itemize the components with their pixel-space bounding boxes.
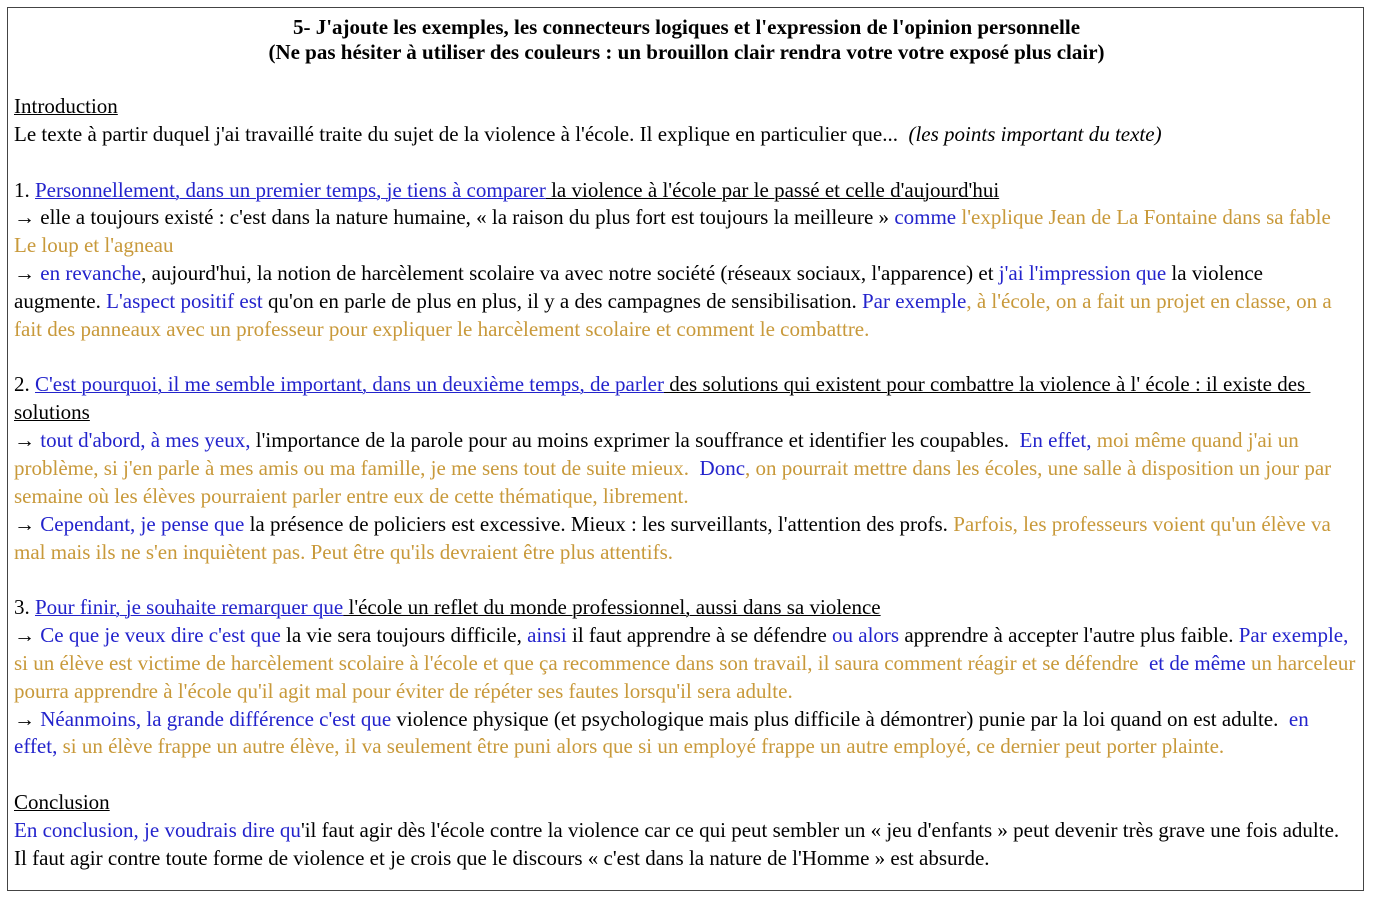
text-line (14, 845, 1359, 873)
example-text: problème, si j'en parle à mes amis ou ma famille, je me sens tout de suite mieux. (14, 455, 700, 480)
body-text: violence physique (et psychologique mais plus difficile à démontrer) punie par la loi quand on est adulte. (391, 706, 1289, 731)
connector-text: tout d'abord, à mes yeux, (40, 428, 251, 453)
body-text: la violence (1166, 261, 1263, 286)
section-heading (14, 399, 1359, 427)
connector-text: En conclusion, je voudrais dire qu (14, 817, 301, 842)
body-text: il faut apprendre à se défendre (566, 623, 833, 648)
document-title (14, 15, 1359, 65)
text-line (14, 650, 1359, 678)
document-frame (7, 7, 1364, 891)
connector-text: ainsi (527, 623, 567, 648)
connector-text: L'aspect positif est (106, 288, 263, 313)
body-text: → (14, 623, 41, 648)
example-text: fait des panneaux avec un professeur pour expliquer le harcèlement scolaire et comment le combattre. (14, 316, 870, 341)
body-text: qu'on en parle de plus en plus, il y a des campagnes de sensibilisation. (262, 288, 862, 313)
text-line (14, 316, 1359, 344)
body-text: la violence à l'école par le passé et celle d'aujourd'hui (545, 177, 1000, 202)
body-text: → elle a toujours existé : c'est dans la nature humaine, « la raison du plus fort est toujours la meilleure » (14, 205, 895, 230)
connector-text: Par exemple (861, 288, 967, 313)
connector-text: comme (894, 205, 957, 230)
section-heading (14, 789, 1359, 817)
body-text: 2. (14, 372, 35, 397)
body-text: 1. (14, 177, 35, 202)
title-line: 5- J'ajoute les exemples, les connecteurs logiques et l'expression de l'opinion personnelle (292, 15, 1081, 39)
part-2-section (14, 371, 1359, 566)
text-line (14, 733, 1359, 761)
body-text: la présence de policiers est excessive. Mieux : les surveillants, l'attention des profs. (244, 511, 954, 536)
body-text: 3. (14, 595, 35, 620)
connector-text: et de même (1148, 650, 1246, 675)
text-line (14, 483, 1359, 511)
example-text: Le loup et l'agneau (14, 233, 174, 258)
text-line (14, 455, 1359, 483)
connector-text: en revanche (40, 261, 142, 286)
body-text: augmente. (14, 288, 107, 313)
connector-text: effet, (14, 734, 58, 759)
body-text: l'école un reflet du monde professionnel, aussi dans sa violence (343, 595, 881, 620)
example-text: un harceleur (1245, 650, 1356, 675)
document-body (14, 93, 1359, 873)
section-heading (14, 93, 1359, 121)
body-text: → (14, 428, 41, 453)
body-text: Le texte à partir duquel j'ai travaillé traite du sujet de la violence à l'école. Il explique en particulier que... (14, 121, 909, 146)
text-line (14, 678, 1359, 706)
body-text: solutions (14, 400, 90, 425)
connector-text: Cependant, je pense que (40, 511, 245, 536)
text-line (14, 288, 1359, 316)
body-text: l'importance de la parole pour au moins exprimer la souffrance et identifier les coupables. (250, 428, 1020, 453)
connector-text: en (1288, 706, 1309, 731)
text-line (14, 121, 1359, 149)
example-text: mal mais ils ne s'en inquiètent pas. Peut être qu'ils devraient être plus attentifs. (14, 539, 673, 564)
text-line (14, 622, 1359, 650)
example-text: si un élève frappe un autre élève, il va seulement être puni alors que si un employé frappe un autre employé, ce dernier peut porter plainte. (57, 734, 1225, 759)
body-text: → (14, 511, 41, 536)
connector-text: j'ai l'impression que (998, 261, 1167, 286)
example-text: semaine où les élèves pourraient parler entre eux de cette thématique, librement. (14, 483, 689, 508)
text-line (14, 511, 1359, 539)
body-text: la vie sera toujours difficile, (280, 623, 528, 648)
part-1-section (14, 177, 1359, 344)
connector-text: Par exemple, (1238, 623, 1349, 648)
body-text: → (14, 706, 41, 731)
section-heading (14, 594, 1359, 622)
body-text: Il faut agir contre toute forme de violence et je crois que le discours « c'est dans la nature de l'Homme » est absurde. (14, 845, 990, 870)
connector-text: C'est pourquoi, il me semble important, dans un deuxième temps, de parler (35, 372, 664, 397)
part-3-section (14, 594, 1359, 761)
example-text: pourra apprendre à l'école qu'il agit mal pour éviter de répéter ses fautes lorsqu'il sera adulte. (14, 678, 793, 703)
conclusion-section (14, 789, 1359, 873)
text-line (14, 706, 1359, 734)
body-text: des solutions qui existent pour combattre la violence à l' école : il existe des (663, 372, 1311, 397)
example-text: si un élève est victime de harcèlement scolaire à l'école et que ça recommence dans son travail, il saura comment réagir et se défendre (14, 650, 1149, 675)
body-text: Conclusion (14, 790, 110, 815)
example-text: , à l'école, on a fait un projet en classe, on a (966, 288, 1332, 313)
text-line (14, 260, 1359, 288)
introduction-section (14, 93, 1359, 149)
body-text: → (14, 261, 41, 286)
body-text: apprendre à accepter l'autre plus faible. (899, 623, 1239, 648)
body-text: 'il faut agir dès l'école contre la violence car ce qui peut sembler un « jeu d'enfants » peut devenir très grave une fois adulte. (300, 817, 1340, 842)
example-text: moi même quand j'ai un (1091, 428, 1299, 453)
text-line (14, 204, 1359, 232)
body-text: , aujourd'hui, la notion de harcèlement scolaire va avec notre société (réseaux sociaux, l'apparence) et (141, 261, 999, 286)
subtitle-line: (Ne pas hésiter à utiliser des couleurs : un brouillon clair rendra votre votre exposé plus clair) (268, 40, 1105, 64)
connector-text: Néanmoins, la grande différence c'est que (40, 706, 392, 731)
connector-text: Pour finir, je souhaite remarquer que (35, 595, 344, 620)
example-text: Parfois, les professeurs voient qu'un élève va (953, 511, 1331, 536)
connector-text: Ce que je veux dire c'est que (40, 623, 281, 648)
section-heading (14, 371, 1359, 399)
body-text: Introduction (14, 94, 118, 118)
body-text: (les points important du texte) (908, 121, 1162, 146)
section-heading (14, 177, 1359, 205)
connector-text: Donc (699, 455, 746, 480)
connector-text: Personnellement, dans un premier temps, je tiens à comparer (35, 177, 546, 202)
connector-text: En effet, (1019, 428, 1092, 453)
text-line (14, 817, 1359, 845)
example-text: l'explique Jean de La Fontaine dans sa fable (956, 205, 1331, 230)
text-line (14, 232, 1359, 260)
text-line (14, 539, 1359, 567)
text-line (14, 427, 1359, 455)
example-text: , on pourrait mettre dans les écoles, une salle à disposition un jour par (745, 455, 1332, 480)
connector-text: ou alors (832, 623, 900, 648)
